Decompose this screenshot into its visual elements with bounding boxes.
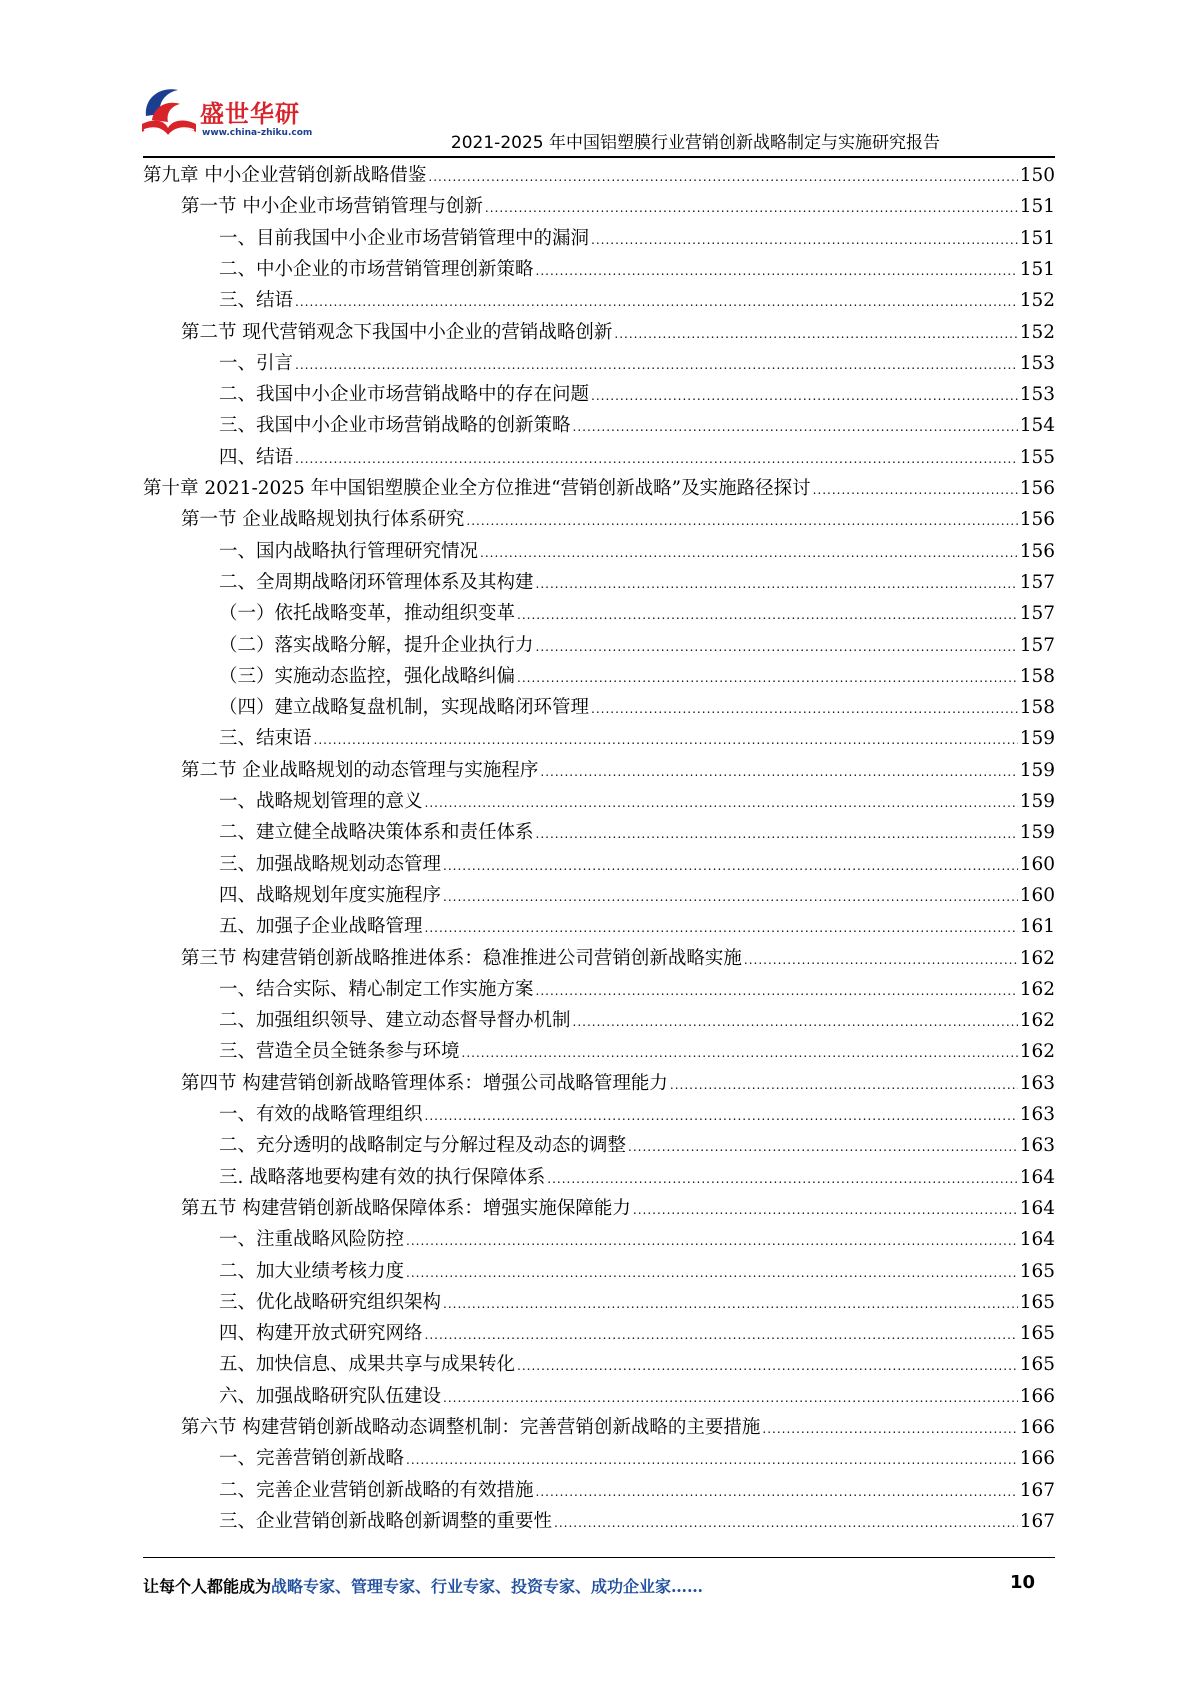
toc-dot-leader (480, 538, 1018, 569)
toc-dot-leader (425, 913, 1018, 944)
toc-entry[interactable] (143, 473, 1055, 504)
toc-entry-page: 165 (1019, 1260, 1055, 1282)
toc-entry[interactable] (219, 223, 1055, 254)
toc-entry[interactable] (219, 1130, 1055, 1161)
toc-entry[interactable] (219, 1349, 1055, 1380)
toc-entry-title: 五、加强子企业战略管理 (219, 916, 423, 938)
toc-entry-page: 156 (1019, 478, 1055, 499)
toc-dot-leader (462, 1038, 1018, 1069)
toc-entry-page: 150 (1019, 165, 1055, 186)
toc-entry-title: 二、我国中小企业市场营销战略中的存在问题 (219, 384, 590, 406)
toc-entry[interactable] (181, 191, 1055, 222)
toc-dot-leader (295, 444, 1018, 475)
toc-entry[interactable] (181, 1412, 1055, 1443)
toc-entry[interactable] (219, 379, 1055, 410)
logo-emblem-icon (138, 80, 200, 142)
toc-entry-title: 第一节 企业战略规划执行体系研究 (181, 509, 465, 531)
toc-dot-leader (591, 225, 1018, 256)
toc-dot-leader (573, 1007, 1018, 1038)
toc-entry-title: （一）依托战略变革，推动组织变革 (219, 603, 516, 625)
toc-entry-title: （二）落实战略分解，提升企业执行力 (219, 634, 534, 656)
toc-entry-title: 五、加快信息、成果共享与成果转化 (219, 1354, 516, 1376)
toc-dot-leader (443, 882, 1018, 913)
toc-entry-page: 160 (1019, 853, 1055, 875)
toc-entry[interactable] (181, 1068, 1055, 1099)
toc-entry-title: 一、引言 (219, 352, 294, 374)
toc-entry[interactable] (219, 410, 1055, 441)
toc-entry[interactable] (219, 1162, 1055, 1193)
toc-dot-leader (536, 632, 1018, 663)
toc-entry-page: 159 (1019, 728, 1055, 750)
toc-entry-title: 三、我国中小企业市场营销战略的创新策略 (219, 415, 571, 437)
toc-dot-leader (314, 725, 1018, 756)
toc-entry-page: 153 (1019, 384, 1055, 406)
toc-entry-title: 三、优化战略研究组织架构 (219, 1291, 442, 1313)
toc-entry-page: 163 (1019, 1072, 1055, 1094)
toc-entry[interactable] (219, 849, 1055, 880)
toc-entry-title: 二、充分透明的战略制定与分解过程及动态的调整 (219, 1135, 627, 1157)
toc-entry-title: 一、注重战略风险防控 (219, 1229, 405, 1251)
toc-entry-page: 166 (1019, 1448, 1055, 1470)
toc-entry-page: 157 (1019, 603, 1055, 625)
toc-entry[interactable] (181, 317, 1055, 348)
toc-entry-page: 167 (1019, 1479, 1055, 1501)
toc-entry[interactable] (219, 630, 1055, 661)
toc-entry-title: 二、中小企业的市场营销管理创新策略 (219, 258, 534, 280)
toc-entry[interactable] (219, 1506, 1055, 1537)
toc-entry-page: 153 (1019, 352, 1055, 374)
toc-entry-title: 第六节 构建营销创新战略动态调整机制：完善营销创新战略的主要措施 (181, 1417, 761, 1438)
toc-entry-page: 157 (1019, 571, 1055, 593)
toc-entry-page: 165 (1019, 1291, 1055, 1313)
toc-entry-title: 四、结语 (219, 446, 294, 468)
toc-entry-page: 152 (1019, 321, 1055, 343)
toc-entry[interactable] (219, 1443, 1055, 1474)
toc-entry-title: 三、加强战略规划动态管理 (219, 853, 442, 875)
toc-entry[interactable] (219, 817, 1055, 848)
toc-entry-page: 155 (1019, 446, 1055, 468)
toc-entry-title: 第十章 2021-2025 年中国铝塑膜企业全方位推进“营销创新战略”及实施路径探讨 (143, 478, 811, 499)
toc-entry[interactable] (219, 911, 1055, 942)
toc-dot-leader (573, 412, 1018, 443)
page-header (0, 0, 1191, 160)
toc-entry-title: 四、战略规划年度实施程序 (219, 884, 442, 906)
toc-entry-title: （三）实施动态监控，强化战略纠偏 (219, 665, 516, 687)
toc-dot-leader (547, 1164, 1017, 1195)
page-number: 10 (1010, 1572, 1036, 1593)
toc-entry[interactable] (181, 943, 1055, 974)
toc-entry-title: 二、加强组织领导、建立动态督导督办机制 (219, 1010, 571, 1032)
toc-entry[interactable] (219, 786, 1055, 817)
toc-entry[interactable] (219, 348, 1055, 379)
toc-dot-leader (536, 256, 1018, 287)
toc-entry[interactable] (219, 1381, 1055, 1412)
toc-entry[interactable] (181, 755, 1055, 786)
toc-dot-leader (591, 694, 1018, 725)
toc-entry-title: 二、全周期战略闭环管理体系及其构建 (219, 571, 534, 593)
toc-entry-page: 164 (1019, 1197, 1055, 1219)
toc-dot-leader (443, 1383, 1018, 1414)
toc-entry[interactable] (219, 1005, 1055, 1036)
toc-entry-title: 三、企业营销创新战略创新调整的重要性 (219, 1510, 553, 1532)
toc-dot-leader (443, 851, 1018, 882)
toc-entry-page: 151 (1019, 227, 1055, 249)
header-divider (143, 156, 1055, 158)
toc-entry[interactable] (219, 1099, 1055, 1130)
toc-entry-page: 160 (1019, 884, 1055, 906)
toc-entry-title: 二、加大业绩考核力度 (219, 1260, 405, 1282)
toc-entry-page: 157 (1019, 634, 1055, 656)
toc-entry-page: 163 (1019, 1135, 1055, 1157)
toc-dot-leader (628, 1132, 1018, 1163)
toc-entry[interactable] (219, 254, 1055, 285)
toc-entry-page: 166 (1019, 1385, 1055, 1407)
toc-entry[interactable] (219, 692, 1055, 723)
toc-entry-page: 162 (1019, 1041, 1055, 1063)
toc-entry-title: 第三节 构建营销创新战略推进体系：稳准推进公司营销创新战略实施 (181, 947, 742, 969)
report-title: 2021-2025 年中国铝塑膜行业营销创新战略制定与实施研究报告 (450, 133, 940, 153)
toc-entry-page: 154 (1019, 415, 1055, 437)
toc-dot-leader (443, 1289, 1018, 1320)
toc-entry[interactable] (219, 1475, 1055, 1506)
toc-dot-leader (633, 1195, 1018, 1226)
toc-entry-page: 158 (1019, 697, 1055, 719)
toc-entry-page: 159 (1019, 759, 1055, 781)
toc-entry-title: 三、结束语 (219, 728, 312, 750)
toc-dot-leader (517, 600, 1018, 631)
toc-entry[interactable] (219, 723, 1055, 754)
footer-slogan-highlight: 战略专家、管理专家、行业专家、投资专家、成功企业家…… (271, 1577, 704, 1596)
toc-dot-leader (762, 1414, 1017, 1445)
toc-dot-leader (813, 475, 1018, 506)
toc-dot-leader (428, 162, 1017, 193)
footer-slogan (143, 1574, 703, 1597)
toc-dot-leader (614, 319, 1017, 350)
brand-url: www.china-zhiku.com (202, 128, 313, 138)
toc-entry-page: 152 (1019, 290, 1055, 312)
toc-entry-title: 三、营造全员全链条参与环境 (219, 1041, 460, 1063)
toc-entry[interactable] (181, 1193, 1055, 1224)
toc-dot-leader (591, 381, 1018, 412)
toc-entry-title: 一、目前我国中小企业市场营销管理中的漏洞 (219, 227, 590, 249)
toc-entry-page: 158 (1019, 665, 1055, 687)
toc-dot-leader (554, 1508, 1018, 1539)
toc-dot-leader (540, 757, 1017, 788)
toc-entry[interactable] (219, 661, 1055, 692)
company-logo (138, 80, 318, 150)
toc-entry-title: 一、国内战略执行管理研究情况 (219, 540, 479, 562)
toc-entry-title: 第四节 构建营销创新战略管理体系：增强公司战略管理能力 (181, 1072, 668, 1094)
toc-entry-page: 156 (1019, 540, 1055, 562)
toc-entry[interactable] (219, 536, 1055, 567)
toc-entry-title: 一、有效的战略管理组织 (219, 1104, 423, 1125)
toc-entry-page: 163 (1019, 1104, 1055, 1125)
toc-entry-title: 三、结语 (219, 290, 294, 312)
toc-entry-page: 165 (1019, 1323, 1055, 1345)
toc-entry[interactable] (219, 285, 1055, 316)
toc-entry-page: 159 (1019, 791, 1055, 812)
toc-entry-page: 161 (1019, 916, 1055, 938)
toc-dot-leader (536, 976, 1018, 1007)
toc-entry-page: 151 (1019, 258, 1055, 280)
toc-entry-title: 一、结合实际、精心制定工作实施方案 (219, 978, 534, 1000)
toc-dot-leader (536, 569, 1018, 600)
toc-dot-leader (295, 350, 1018, 381)
toc-dot-leader (517, 663, 1018, 694)
toc-entry-page: 151 (1019, 196, 1055, 218)
footer-slogan-prefix: 让每个人都能成为 (143, 1577, 272, 1596)
toc-entry[interactable] (219, 598, 1055, 629)
toc-dot-leader (536, 1477, 1018, 1508)
toc-entry[interactable] (219, 1036, 1055, 1067)
toc-entry[interactable] (219, 1256, 1055, 1287)
toc-entry-page: 162 (1019, 1010, 1055, 1032)
toc-dot-leader (485, 193, 1018, 224)
brand-name: 盛世华研 (200, 100, 300, 128)
toc-dot-leader (406, 1258, 1018, 1289)
toc-dot-leader (406, 1226, 1018, 1257)
toc-entry[interactable] (219, 880, 1055, 911)
toc-entry-title: 一、完善营销创新战略 (219, 1448, 405, 1470)
toc-entry-page: 164 (1019, 1229, 1055, 1251)
toc-dot-leader (406, 1445, 1018, 1476)
toc-dot-leader (425, 788, 1018, 819)
toc-entry-page: 166 (1019, 1417, 1055, 1438)
toc-entry[interactable] (219, 1287, 1055, 1318)
toc-entry-title: 第一节 中小企业市场营销管理与创新 (181, 196, 483, 218)
toc-entry-title: 一、战略规划管理的意义 (219, 791, 423, 812)
toc-dot-leader (425, 1101, 1018, 1132)
toc-entry[interactable] (181, 504, 1055, 535)
toc-dot-leader (295, 287, 1018, 318)
toc-entry-title: 第五节 构建营销创新战略保障体系：增强实施保障能力 (181, 1197, 631, 1219)
toc-entry-page: 167 (1019, 1510, 1055, 1532)
toc-entry-page: 156 (1019, 509, 1055, 531)
toc-dot-leader (425, 1320, 1018, 1351)
toc-entry-title: 四、构建开放式研究网络 (219, 1323, 423, 1345)
toc-entry-page: 159 (1019, 822, 1055, 844)
toc-entry[interactable] (219, 442, 1055, 473)
toc-entry-page: 162 (1019, 947, 1055, 969)
toc-dot-leader (536, 819, 1018, 850)
toc-entry-title: 第二节 现代营销观念下我国中小企业的营销战略创新 (181, 321, 613, 343)
toc-entry-title: 二、建立健全战略决策体系和责任体系 (219, 822, 534, 844)
toc-entry[interactable] (219, 567, 1055, 598)
toc-entry[interactable] (219, 974, 1055, 1005)
toc-entry-title: （四）建立战略复盘机制，实现战略闭环管理 (219, 697, 590, 719)
footer-divider (143, 1557, 1055, 1558)
toc-entry[interactable] (143, 160, 1055, 191)
toc-entry-page: 164 (1019, 1166, 1055, 1188)
toc-dot-leader (744, 945, 1018, 976)
toc-dot-leader (670, 1070, 1018, 1101)
toc-entry-page: 165 (1019, 1354, 1055, 1376)
toc-entry[interactable] (219, 1224, 1055, 1255)
toc-entry-page: 162 (1019, 978, 1055, 1000)
toc-entry-title: 第二节 企业战略规划的动态管理与实施程序 (181, 759, 539, 781)
toc-dot-leader (517, 1351, 1018, 1382)
toc-entry-title: 二、完善企业营销创新战略的有效措施 (219, 1479, 534, 1501)
toc-entry[interactable] (219, 1318, 1055, 1349)
toc-entry-title: 第九章 中小企业营销创新战略借鉴 (143, 165, 427, 186)
toc-dot-leader (466, 506, 1017, 537)
toc-entry-title: 三. 战略落地要构建有效的执行保障体系 (219, 1166, 546, 1188)
toc-entry-title: 六、加强战略研究队伍建设 (219, 1385, 442, 1407)
